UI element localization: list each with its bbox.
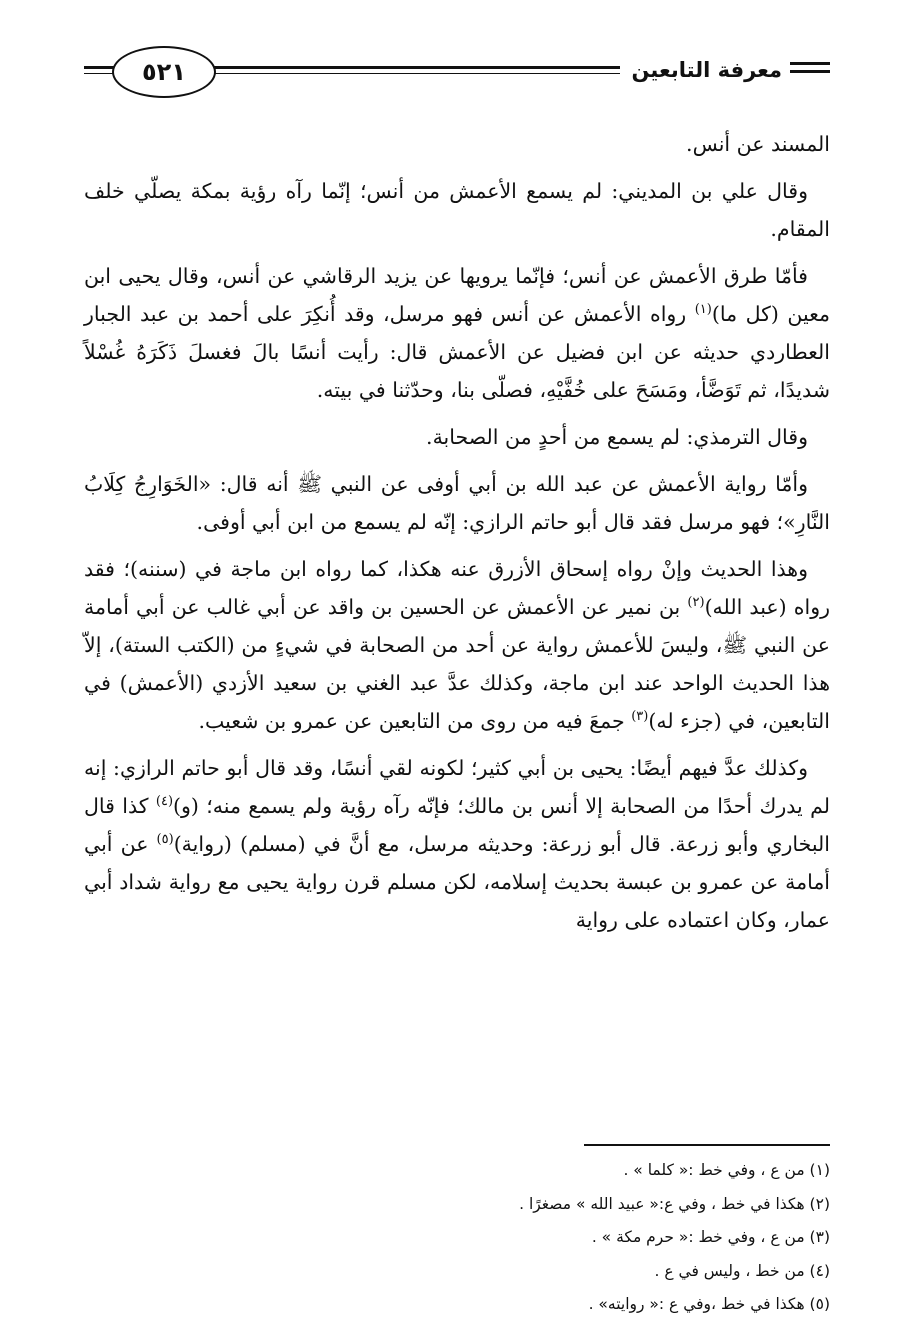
- paragraph: المسند عن أنس.: [686, 132, 830, 156]
- paragraph: [84, 749, 830, 939]
- header-rule-right-bottom: [790, 70, 830, 73]
- page-header: [84, 40, 830, 102]
- footnote: (٢) هكذا في خط ، وفي ع:« عبيد الله » مصغرًا .: [519, 1194, 830, 1213]
- footnotes: [84, 1154, 830, 1322]
- main-text: [84, 125, 830, 948]
- header-rule-middle-bottom: [210, 73, 620, 74]
- footnote-ref: (٢): [687, 595, 705, 611]
- page-number-text: ٥٢١: [142, 58, 186, 86]
- paragraph-text: كذا قال البخاري وأبو زرعة. قال أبو زرعة: وحديثه مرسل، مع أنَّ في (مسلم) (رواية): [84, 794, 831, 856]
- page-number: [112, 46, 216, 98]
- paragraph: وأمّا رواية الأعمش عن عبد الله بن أبي أوفى عن النبي ﷺ أنه قال: «الخَوَارِجُ كِلَابُ النَّارِ»؛ فهو مرسل فقد قال أبو حاتم الرازي: إنّه لم يسمع من ابن أبي أوفى.: [84, 472, 830, 534]
- footnote-ref: (٥): [156, 832, 174, 848]
- header-rule-middle-top: [210, 66, 620, 69]
- paragraph-text: جمعَ فيه من روى من التابعين عن عمرو بن شعيب.: [198, 709, 632, 733]
- footnote: (٥) هكذا في خط ،وفي ع :« روايته» .: [588, 1295, 830, 1313]
- footnote-divider: [584, 1144, 830, 1146]
- footnote: (٤) من خط ، وليس في ع .: [654, 1261, 830, 1280]
- paragraph-text: رواه الأعمش عن أنس فهو مرسل، وقد أُنكِرَ على أحمد بن عبد الجبار العطاردي حديثه عن ابن فضيل عن الأعمش قال: رأيت أنسًا بالَ فغسلَ ذَكَرَهُ غُسْلاً شديدًا، ثم تَوَضَّأ، ومَسَحَ على خُفَّيْهِ، فصلّى بنا، وحدّثنا في بيته.: [84, 302, 830, 402]
- paragraph: وقال علي بن المديني: لم يسمع الأعمش من أنس؛ إنّما رآه رؤية بمكة يصلّي خلف المقام.: [84, 179, 830, 241]
- header-title: معرفة التابعين: [631, 58, 782, 82]
- header-rule-left-bottom: [84, 73, 114, 74]
- footnote-ref: (١): [694, 302, 712, 318]
- paragraph-text: فأمّا طرق الأعمش عن أنس؛ فإنّما يرويها عن يزيد الرقاشي عن أنس، وقال يحيى ابن معين (كل ما): [84, 264, 831, 326]
- footnote-ref: (٤): [155, 794, 174, 810]
- footnote: (٣) من ع ، وفي خط :« حرم مكة » .: [591, 1228, 830, 1246]
- paragraph-text: وكذلك عدَّ فيهم أيضًا: يحيى بن أبي كثير؛ لكونه لقي أنسًا، وقد قال أبو حاتم الرازي: إنه لم يدرك أحدًا من الصحابة إلا أنس بن مالك؛ فإنّه رآه رؤية ولم يسمع منه؛ (و): [84, 756, 830, 818]
- footnote-ref: (٣): [631, 709, 649, 725]
- footnote: (١) من ع ، وفي خط :« كلما » .: [623, 1161, 830, 1179]
- paragraph-text: بن نمير عن الأعمش عن الحسين بن واقد عن أبي غالب عن أبي أمامة عن النبي ﷺ، وليسَ للأعمش رواية عن أحد من الصحابة في شيءٍ من (الكتب الستة)، إلاّ هذا الحديث الواحد عند ابن ماجة، وكذلك عدَّ عبد الغني بن سعيد الأزدي (الأعمش) في التابعين، في (جزء له): [84, 595, 830, 733]
- header-rule-right-top: [790, 62, 830, 65]
- paragraph-text: عن أبي أمامة عن عمرو بن عبسة بحديث إسلامه، لكن مسلم قرن رواية يحيى مع رواية شداد أبي عمار، وكان اعتماده على رواية: [84, 832, 830, 932]
- paragraph: [84, 550, 830, 740]
- paragraph: وقال الترمذي: لم يسمع من أحدٍ من الصحابة.: [426, 425, 808, 449]
- paragraph: [84, 257, 830, 409]
- paragraph-text: وهذا الحديث وإنْ رواه إسحاق الأزرق عنه هكذا، كما رواه ابن ماجة في (سننه)؛ فقد رواه (عبد الله): [84, 557, 830, 619]
- header-rule-left-top: [84, 66, 114, 69]
